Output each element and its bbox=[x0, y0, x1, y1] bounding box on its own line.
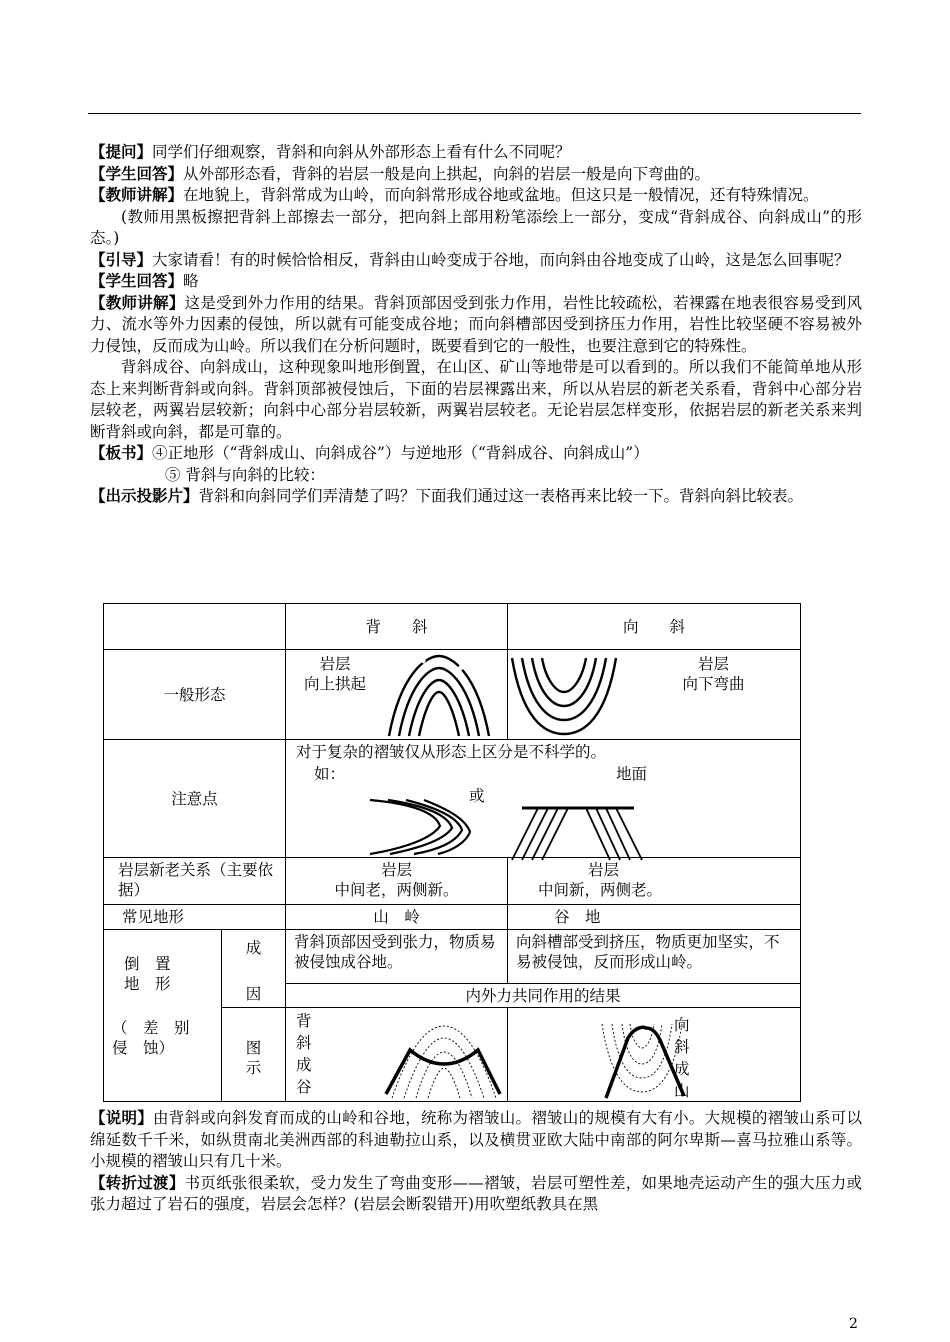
cause-label-1: 成 bbox=[245, 939, 262, 957]
paragraph: 【转折过渡】书页纸张很柔软，受力发生了弯曲变形——褶皱，岩层可塑性差，如果地壳运动产生的强大压力或张力超过了岩石的强度，岩层会怎样？(岩层会断裂错开)用吹塑纸教具在黑 bbox=[90, 1173, 862, 1213]
header-rule bbox=[88, 113, 861, 114]
diagram-label-cell bbox=[222, 1008, 286, 1102]
note-example: 如： bbox=[314, 765, 346, 783]
row-label-age: 岩层新老关系（主要依据） bbox=[104, 858, 286, 905]
anticline-age-cell bbox=[286, 858, 508, 905]
header-syncline: 向 斜 bbox=[508, 604, 801, 650]
paragraph: 【板书】④正地形（“背斜成山、向斜成谷”）与逆地形（“背斜成谷、向斜成山”） bbox=[90, 444, 649, 462]
syncline-landform: 谷 地 bbox=[508, 905, 801, 930]
note-or: 或 bbox=[469, 787, 485, 805]
paragraph: 【教师讲解】在地貌上，背斜常成为山岭，而向斜常形成谷地或盆地。但这只是一般情况，还有特殊情况。 bbox=[90, 186, 819, 204]
anticline-cause: 背斜顶部因受到张力，物质易被侵蚀成谷地。 bbox=[286, 930, 508, 984]
anticline-form-1: 岩层 bbox=[319, 655, 351, 673]
cause-label-cell bbox=[222, 930, 286, 1008]
paragraph: 【学生回答】略 bbox=[90, 272, 199, 290]
paragraph: 【出示投影片】背斜和向斜同学们弄清楚了吗？下面我们通过这一表格再来比较一下。背斜向斜比较表。 bbox=[90, 487, 804, 505]
inverted-label-2: 地 形 bbox=[124, 975, 171, 993]
page-number: 2 bbox=[849, 1316, 858, 1332]
cause-label-2: 因 bbox=[245, 985, 262, 1003]
row-label-landform: 常见地形 bbox=[104, 905, 286, 930]
common-cause: 内外力共同作用的结果 bbox=[286, 984, 801, 1008]
anticline-diagram bbox=[381, 652, 509, 738]
row-label-form: 一般形态 bbox=[104, 650, 286, 740]
table-row bbox=[104, 650, 801, 740]
syncline-diagram bbox=[508, 654, 626, 738]
paragraph: 【提问】同学们仔细观察，背斜和向斜从外部形态上看有什么不同呢？ bbox=[90, 143, 571, 161]
anticline-valley-diagram bbox=[382, 1020, 506, 1100]
inverted-label-1: 倒 置 bbox=[124, 955, 171, 973]
diagram-label-2: 示 bbox=[245, 1059, 262, 1077]
syncline-age-2: 中间新，两侧老。 bbox=[538, 881, 663, 899]
table-row bbox=[104, 930, 801, 984]
paragraph: 【学生回答】从外部形态看，背斜的岩层一般是向上拱起，向斜的岩层一般是向下弯曲的。 bbox=[90, 164, 711, 183]
paragraph: ⑤ 背斜与向斜的比较： bbox=[165, 465, 325, 484]
table-row bbox=[104, 905, 801, 930]
row-label-note: 注意点 bbox=[104, 740, 286, 858]
closing-text bbox=[90, 1108, 862, 1216]
syncline-form-1: 岩层 bbox=[697, 655, 729, 673]
note-cell bbox=[286, 740, 801, 858]
inverted-label-3: （ 差 别 侵 蚀） bbox=[112, 1019, 206, 1057]
note-ground: 地面 bbox=[616, 765, 648, 783]
anticline-valley-cell bbox=[286, 1008, 508, 1102]
paragraph: 【引导】大家请看！有的时候恰恰相反，背斜由山岭变成于谷地，而向斜由谷地变成了山岭，这是怎么回事呢？ bbox=[90, 250, 850, 269]
syncline-age-cell bbox=[508, 858, 801, 905]
paragraph: (教师用黑板擦把背斜上部擦去一部分，把向斜上部用粉笔添绘上一部分，变成“背斜成谷、向斜成山”的形态。) bbox=[90, 207, 862, 247]
note-text: 对于复杂的褶皱仅从形态上区分是不科学的。 bbox=[296, 743, 607, 761]
lesson-text bbox=[90, 142, 862, 508]
table-row bbox=[104, 604, 801, 650]
syncline-form-cell bbox=[508, 650, 801, 740]
inverted-label-cell bbox=[104, 930, 222, 1102]
anticline-form-2: 向上拱起 bbox=[303, 675, 366, 693]
paragraph: 背斜成谷、向斜成山，这种现象叫地形倒置，在山区、矿山等地带是可以看到的。所以我们不能简单地从形态上来判断背斜或向斜。背斜顶部被侵蚀后，下面的岩层裸露出来，所以从岩层的新老关系看，背斜中心部分岩层较老，两翼岩层较新；向斜中心部分岩层较新，两翼岩层较老。无论岩层怎样变形，依据岩层的新老关系来判断背斜或向斜，都是可靠的。 bbox=[90, 358, 862, 441]
table-row bbox=[104, 858, 801, 905]
comparison-table bbox=[103, 603, 801, 1102]
paragraph: 【教师讲解】这是受到外力作用的结果。背斜顶部因受到张力作用，岩性比较疏松，若裸露在地表很容易受到风力、流水等外力因素的侵蚀，所以就有可能变成谷地；而向斜槽部因受到挤压力作用，岩性比较坚硬不容易被外力侵蚀，反而成为山岭。所以我们在分析问题时，既要看到它的一般性，也要注意到它的特殊性。 bbox=[90, 293, 862, 355]
header-anticline: 背 斜 bbox=[286, 604, 508, 650]
syncline-cause: 向斜槽部受到挤压，物质更加坚实，不易被侵蚀，反而形成山岭。 bbox=[508, 930, 801, 984]
overturned-fold-diagram bbox=[508, 806, 648, 862]
anticline-age-2: 中间老，两侧新。 bbox=[334, 881, 459, 899]
anticline-landform: 山 岭 bbox=[286, 905, 508, 930]
table-cell-empty bbox=[104, 604, 286, 650]
complex-fold-diagram bbox=[366, 796, 476, 856]
syncline-mountain-label: 向斜成山 bbox=[674, 1016, 690, 1100]
syncline-age-1: 岩层 bbox=[588, 861, 620, 879]
table-row bbox=[104, 740, 801, 858]
paragraph: 【说明】由背斜或向斜发育而成的山岭和谷地，统称为褶皱山。褶皱山的规模有大有小。大规模的褶皱山系可以绵延数千千米，如纵贯南北美洲西部的科迪勒拉山系，以及横贯亚欧大陆中南部的阿尔卑斯—喜马拉雅山系等。小规模的褶皱山只有几十米。 bbox=[90, 1109, 862, 1170]
anticline-age-1: 岩层 bbox=[380, 861, 412, 879]
anticline-valley-label: 背斜成谷 bbox=[296, 1012, 312, 1096]
diagram-label-1: 图 bbox=[245, 1039, 262, 1057]
anticline-form-cell bbox=[286, 650, 508, 740]
syncline-form-2: 向下弯曲 bbox=[682, 675, 745, 693]
syncline-mountain-cell bbox=[508, 1008, 801, 1102]
